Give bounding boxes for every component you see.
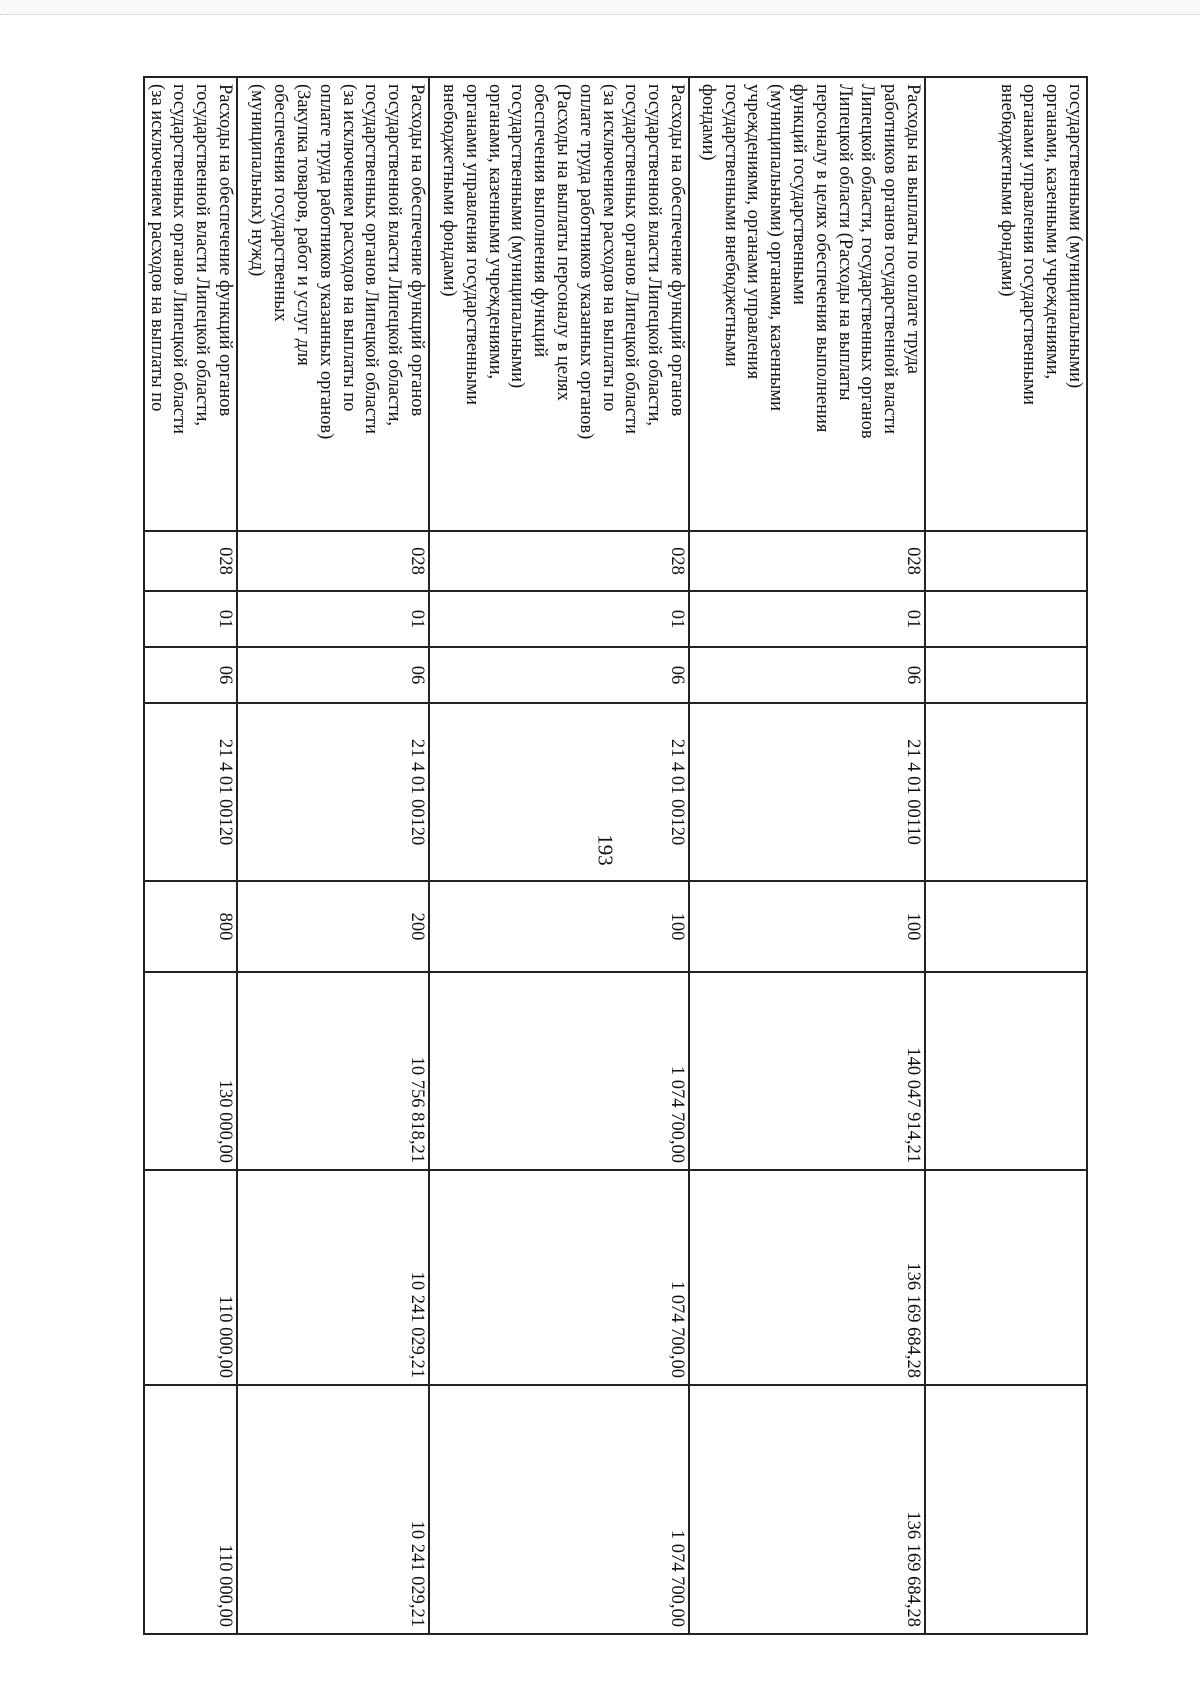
row-description: Расходы на выплаты по оплате труда работников органов государственной власти Липецкой области, государственных органов Липецкой области (Расходы на выплаты персоналу в целях обеспечения выполнения функций государственными (муниципальными) органами, казенными учреждениями, органами управления государственными внебюджетными фондами) <box>689 77 925 531</box>
row-description: Расходы на обеспечение функций органов государственной власти Липецкой области, государственных органов Липецкой области (за исключением расходов на выплаты по <box>144 77 237 531</box>
amount-year-2: 10 241 029,21 <box>237 1170 429 1385</box>
expense-type-code <box>925 881 1087 972</box>
expense-type-code: 100 <box>429 881 689 972</box>
amount-year-3: 10 241 029,21 <box>237 1385 429 1634</box>
section-code: 01 <box>237 591 429 647</box>
amount-year-3: 110 000,00 <box>144 1385 237 1634</box>
table-row <box>237 77 429 1634</box>
amount-year-2: 110 000,00 <box>144 1170 237 1385</box>
grbs-code: 028 <box>429 531 689 591</box>
amount-year-3: 136 169 684,28 <box>689 1385 925 1634</box>
row-description: Расходы на обеспечение функций органов государственной власти Липецкой области, государственных органов Липецкой области (за исключением расходов на выплаты по оплате труда работников указанных органов) (Расходы на выплаты персоналу в целях обеспечения выполнения функций государственными (муниципальными) органами, казенными учреждениями, органами управления государственными внебюджетными фондами) <box>429 77 689 531</box>
section-code: 01 <box>144 591 237 647</box>
amount-year-3: 1 074 700,00 <box>429 1385 689 1634</box>
table-row <box>144 77 237 1634</box>
table-row <box>689 77 925 1634</box>
target-article-code <box>925 703 1087 881</box>
amount-year-2: 136 169 684,28 <box>689 1170 925 1385</box>
section-code: 01 <box>689 591 925 647</box>
grbs-code <box>925 531 1087 591</box>
row-description: государственными (муниципальными) органами, казенными учреждениями, органами управления государственными внебюджетными фондами) <box>925 77 1087 531</box>
row-description: Расходы на обеспечение функций органов государственной власти Липецкой области, государственных органов Липецкой области (за исключением расходов на выплаты по оплате труда работников указанных органов) (Закупка товаров, работ и услуг для обеспечения государственных (муниципальных) нужд) <box>237 77 429 531</box>
table-row <box>429 77 689 1634</box>
grbs-code: 028 <box>144 531 237 591</box>
table-row <box>925 77 1087 1634</box>
scan-top-edge <box>0 0 1200 15</box>
section-code: 01 <box>429 591 689 647</box>
expense-type-code: 800 <box>144 881 237 972</box>
expense-type-code: 100 <box>689 881 925 972</box>
target-article-code: 21 4 01 00120 <box>237 703 429 881</box>
target-article-code: 21 4 01 00110 <box>689 703 925 881</box>
target-article-code: 21 4 01 00120 <box>144 703 237 881</box>
grbs-code: 028 <box>237 531 429 591</box>
amount-year-1 <box>925 972 1087 1170</box>
subsection-code: 06 <box>237 647 429 703</box>
target-article-code: 21 4 01 00120 <box>429 703 689 881</box>
expense-type-code: 200 <box>237 881 429 972</box>
grbs-code: 028 <box>689 531 925 591</box>
amount-year-2 <box>925 1170 1087 1385</box>
amount-year-3 <box>925 1385 1087 1634</box>
section-code <box>925 591 1087 647</box>
amount-year-1: 130 000,00 <box>144 972 237 1170</box>
amount-year-1: 140 047 914,21 <box>689 972 925 1170</box>
amount-year-1: 10 756 818,21 <box>237 972 429 1170</box>
amount-year-2: 1 074 700,00 <box>429 1170 689 1385</box>
subsection-code: 06 <box>429 647 689 703</box>
page-number: 193 <box>593 834 618 866</box>
subsection-code: 06 <box>144 647 237 703</box>
subsection-code: 06 <box>689 647 925 703</box>
subsection-code <box>925 647 1087 703</box>
budget-table-rotated <box>148 76 1088 1633</box>
budget-table <box>143 76 1088 1635</box>
amount-year-1: 1 074 700,00 <box>429 972 689 1170</box>
